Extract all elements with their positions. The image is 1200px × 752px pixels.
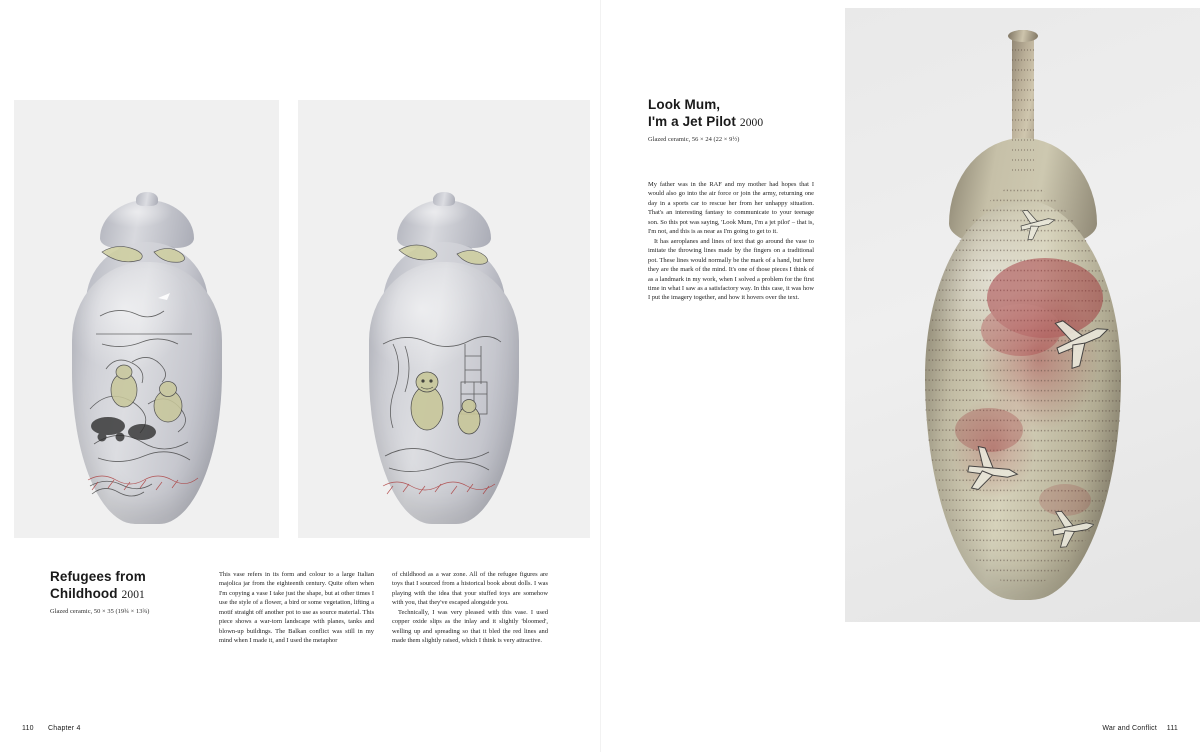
jar-decoration-drawing bbox=[72, 194, 222, 524]
right-page-running-head: War and Conflict bbox=[1102, 725, 1157, 732]
left-page-body-column-1 bbox=[219, 570, 374, 646]
left-page-folio-number: 110 bbox=[22, 725, 34, 732]
artwork-title-line-2: I'm a Jet Pilot bbox=[648, 114, 736, 130]
artwork-title-line-1: Look Mum, bbox=[648, 97, 721, 112]
ceramic-jar-shape bbox=[369, 194, 519, 524]
refugees-from-childhood-caption bbox=[50, 568, 210, 617]
refugees-from-childhood-view-2-image bbox=[298, 100, 590, 538]
right-page bbox=[601, 0, 1200, 752]
artwork-title-line-1: Refugees from bbox=[50, 569, 146, 584]
right-page-folio-number: 111 bbox=[1166, 725, 1178, 732]
artwork-title bbox=[50, 568, 210, 603]
artwork-year: 2000 bbox=[739, 117, 764, 130]
right-page-body-column bbox=[648, 180, 814, 303]
artwork-year: 2001 bbox=[121, 589, 145, 602]
paragraph: My father was in the RAF and my mother had hopes that I would also go into the air force or join the army, returning one day in a sports car to rescue her from her unhappy situation. That's an interesting fantasy to communicate to your teenage son. So this pot was saying, 'Look Mum, I'm a jet pilot' – that is, I'm not, and this is as near as I'm going to get to it. bbox=[648, 181, 814, 236]
ceramic-jar-shape bbox=[72, 194, 222, 524]
paragraph: It has aeroplanes and lines of text that go around the vase to imitate the throwing lines made by the fingers on a traditional pot. These lines would normally be the mark of a hand, but here they are the mark of the mind. It's one of those pieces I think of as a landmark in my work, when I solved a problem for the first time in what I saw as a satisfactory way. In this case, it was how I put the imagery together, and how it hovers over the text. bbox=[648, 237, 814, 302]
left-page-body-column-2 bbox=[392, 570, 548, 646]
artwork-title bbox=[648, 96, 818, 131]
left-page-running-head: Chapter 4 bbox=[48, 725, 81, 732]
bottle-text-and-aeroplane-decoration bbox=[925, 30, 1121, 600]
artwork-title-line-2: Childhood bbox=[50, 586, 118, 602]
artwork-medium-dimensions: Glazed ceramic, 56 × 24 (22 × 9½) bbox=[648, 135, 740, 143]
paragraph: Technically, I was very pleased with this vase. I used copper oxide slips as the inlay and it slightly 'bloomed', welling up and spreading so that it bled the red lines and made them slightly raised, which I think is very attractive. bbox=[392, 608, 548, 645]
look-mum-im-a-jet-pilot-image bbox=[845, 8, 1200, 622]
paragraph: of childhood as a war zone. All of the refugee figures are toys that I sourced from a historical book about dolls. I was playing with the idea that your stuffed toys are somehow with you, that they've escaped alongside you. bbox=[392, 571, 548, 607]
paragraph: This vase refers in its form and colour to a large Italian majolica jar from the eighteenth century. Quite often when I'm copying a vase I take just the shape, but at other times I use the style of a flower, a bird or some vegetation, lifting a motif straight off another pot to use as source material. This piece shows a war-torn landscape with planes, tanks and blown-up buildings. The Balkan conflict was still in my mind when I made it, and I used the metaphor bbox=[219, 571, 374, 645]
look-mum-caption bbox=[648, 96, 818, 145]
jar-illustration-2 bbox=[298, 100, 590, 538]
jar-decoration-drawing bbox=[369, 194, 519, 524]
refugees-from-childhood-view-1-image bbox=[14, 100, 279, 538]
artwork-medium-dimensions: Glazed ceramic, 50 × 35 (19¾ × 13¾) bbox=[50, 607, 150, 615]
jar-illustration-1 bbox=[14, 100, 279, 538]
ceramic-bottle-shape bbox=[925, 30, 1121, 600]
